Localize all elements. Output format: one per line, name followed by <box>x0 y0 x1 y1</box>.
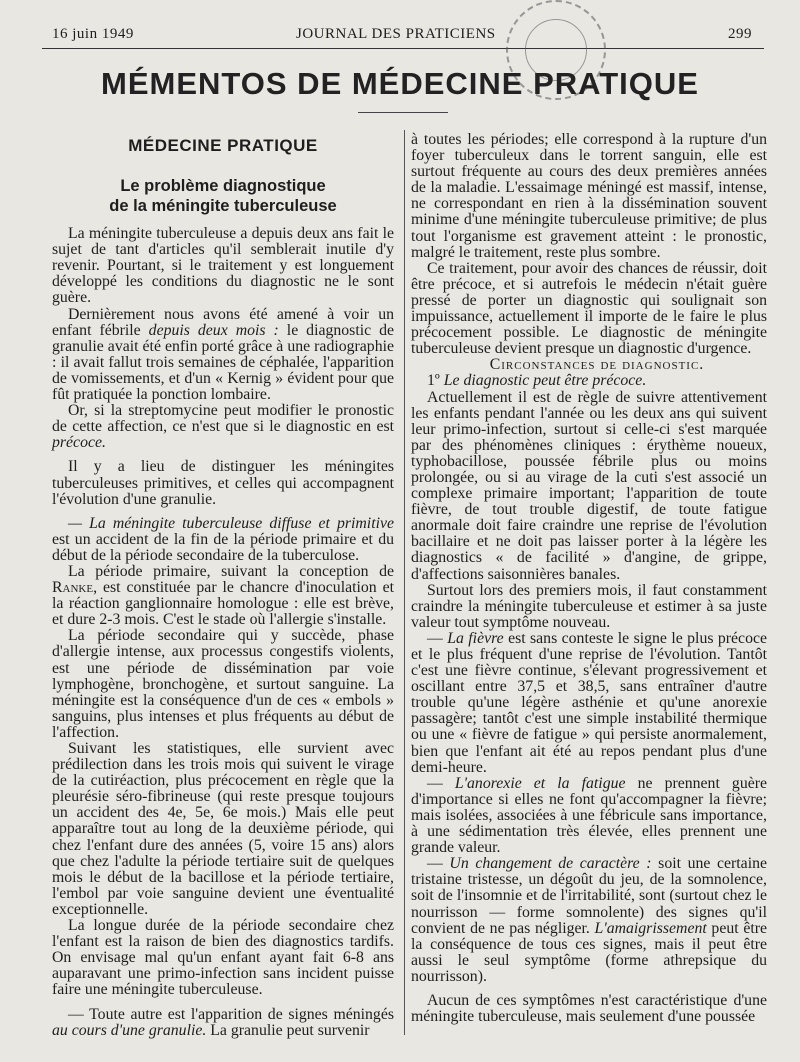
article-title-line-1: Le problème diagnostique <box>120 177 326 196</box>
paragraph: Dernièrement nous avons été amené à voir un enfant fébrile depuis deux mois : le diagnostic de granulie avait été enfin porté grâce à une radiographie : il avait fallut trois semaines de céphalée, l'apparition de vomissements, et d'un « Kernig » évident pour que fût pratiquée la ponction lombaire. <box>52 305 395 404</box>
paragraph: La méningite tuberculeuse a depuis deux ans fait le sujet de tant d'articles qu'il semblerait inutile d'y revenir. Pourtant, si le traitement y est longuement développé les conditions du diagnostic ne le sont guère. <box>52 225 394 307</box>
paragraph: — Toute autre est l'apparition de signes méningés au cours d'une granulie. La granulie peut survenir <box>52 1005 394 1039</box>
paragraph: La période primaire, suivant la conception de Ranke, est constituée par le chancre d'inoculation et la réaction ganglionnaire homologue : elle est brève, et dure 2-3 mois. C'est le stade où l'allergie s'installe. <box>52 562 394 629</box>
paragraph: Surtout lors des premiers mois, il faut constamment craindre la méningite tuberculeuse et estimer à sa juste valeur tout symptôme nouveau. <box>411 581 767 631</box>
issue-date: 16 juin 1949 <box>52 26 134 42</box>
paragraph: Il y a lieu de distinguer les méningites tuberculeuses primitives, et celles qui accompagnent l'évolution d'une granulie. <box>52 458 394 508</box>
title-rule <box>358 112 448 113</box>
paragraph: La longue durée de la période secondaire chez l'enfant est la raison de bien des diagnostics tardifs. On envisage mal qu'un enfant ayant fait 6-8 ans auparavant une primo-infection sans incident puisse faire une méningite tuberculeuse. <box>52 917 394 999</box>
paragraph: — Un changement de caractère : soit une certaine tristaine tristesse, un dégoût du jeu, de la somnolence, soit de l'insomnie et de l'irritabilité, sont (surtout chez le nourrisson — forme somnolente) des signes qu'il convient de ne pas négliger. L'amaigrissement peut être la conséquence de tous ces signes, mais il peut être aussi le seul symptôme (forme athrepsique du nourrisson). <box>411 855 767 985</box>
paragraph: Ce traitement, pour avoir des chances de réussir, doit être précoce, et si autrefois le médecin n'était guère pressé de porter un diagnostic qui soulignait son impuissance, actuellement il importe de le faire le plus précocement possible. Le diagnostic de méningite tuberculeuse devient presque un diagnostic d'urgence. <box>411 259 767 358</box>
paragraph: Actuellement il est de règle de suivre attentivement les enfants pendant l'année ou les deux ans qui suivent leur primo-infection, surtout si celle-ci s'est marquée par des phénomènes cliniques : érythème noueux, typhobacillose, poussée fébrile plus ou moins prolongée, ou si au virage de la cuti s'est associé un complexe primaire important; l'apparition de toute fièvre, de tout trouble digestif, de toute fatigue anormale doit faire craindre une reprise de l'évolution bacillaire et ne doit pas laisser porter à la légère les diagnostics « de facilité » d'angine, de grippe, d'affections saisonnières banales. <box>411 388 767 583</box>
journal-name: JOURNAL DES PRATICIENS <box>296 26 496 42</box>
article-title <box>52 176 394 216</box>
column-divider <box>404 130 405 1035</box>
header-rule <box>42 48 764 49</box>
section-heading: MÉDECINE PRATIQUE <box>128 136 318 155</box>
article-title-line-2: de la méningite tuberculeuse <box>109 197 337 216</box>
paragraph: La période secondaire qui y succède, phase d'allergie intense, aux processus congestifs violents, est une période de dissémination par voie lymphogène, bronchogène, et surtout sanguine. La méningite est la conséquence d'un de ces « embols » sanguins, plus intenses et plus fréquents au début de l'affection. <box>52 627 394 741</box>
paragraph: — La méningite tuberculeuse diffuse et primitive est un accident de la fin de la période primaire et du début de la période secondaire de la tuberculose. <box>52 514 394 564</box>
running-head <box>52 24 760 46</box>
paragraph: à toutes les périodes; elle correspond à la rupture d'un foyer tuberculeux dans le torrent sanguin, elle est surtout fréquente au cours des deux premières années de la maladie. L'essaimage méningé est massif, intense, ne correspondant en rien à la dissémination souvent minime d'une méningite tuberculeuse primitive; de plus tout l'organisme est gravement atteint : le pronostic, malgré le traitement, reste plus sombre. <box>411 131 767 261</box>
paragraph: Or, si la streptomycine peut modifier le pronostic de cette affection, ce n'est que si le diagnostic en est précoce. <box>52 402 394 452</box>
paragraph: Aucun de ces symptômes n'est caractéristique d'une méningite tuberculeuse, mais seulement d'une poussée <box>411 991 767 1026</box>
page-title: MÉMENTOS DE MÉDECINE PRATIQUE <box>101 66 699 101</box>
paragraph: Suivant les statistiques, elle survient avec prédilection dans les trois mois qui suivent le virage de la cutiréaction, plus précocement en règle que la pleurésie séro-fibrineuse (qui reste presque toujours un accident des 4e, 5e, 6e mois.) Mais elle peut apparaître tout au long de la deuxième période, qui chez l'enfant dure des années (5, voire 15 ans) alors que chez l'adulte la période tertiaire suit de quelques mois le début de la bacillose et la période tertiaire, l'embol par voie sanguine devient une éventualité exceptionnelle. <box>52 740 394 918</box>
left-column <box>52 132 394 1039</box>
subsection-heading: Circonstances de diagnostic. <box>489 356 705 374</box>
right-column <box>411 132 767 1025</box>
paragraph: — La fièvre est sans conteste le signe le plus précoce et le plus fréquent d'une reprise de l'évolution. Tantôt c'est une fièvre continue, s'élevant progressivement et oscillant entre 37,5 et 38,5, sans entraîner d'autre trouble qu'une légère asthénie et qu'une anorexie passagère; tantôt c'est une simple instabilité thermique ou une « fièvre de fatigue » qui persiste anormalement, bien que l'enfant ait été au repos pendant plus d'une demi-heure. <box>411 629 767 776</box>
paragraph: 1º Le diagnostic peut être précoce. <box>427 372 647 390</box>
page-number: 299 <box>728 26 752 42</box>
paragraph: — L'anorexie et la fatigue ne prennent guère d'importance si elles ne font qu'accompagner la fièvre; mais isolées, associées à une fébricule sans importance, à une sédimentation très élevée, elles prennent une grande valeur. <box>411 774 767 857</box>
